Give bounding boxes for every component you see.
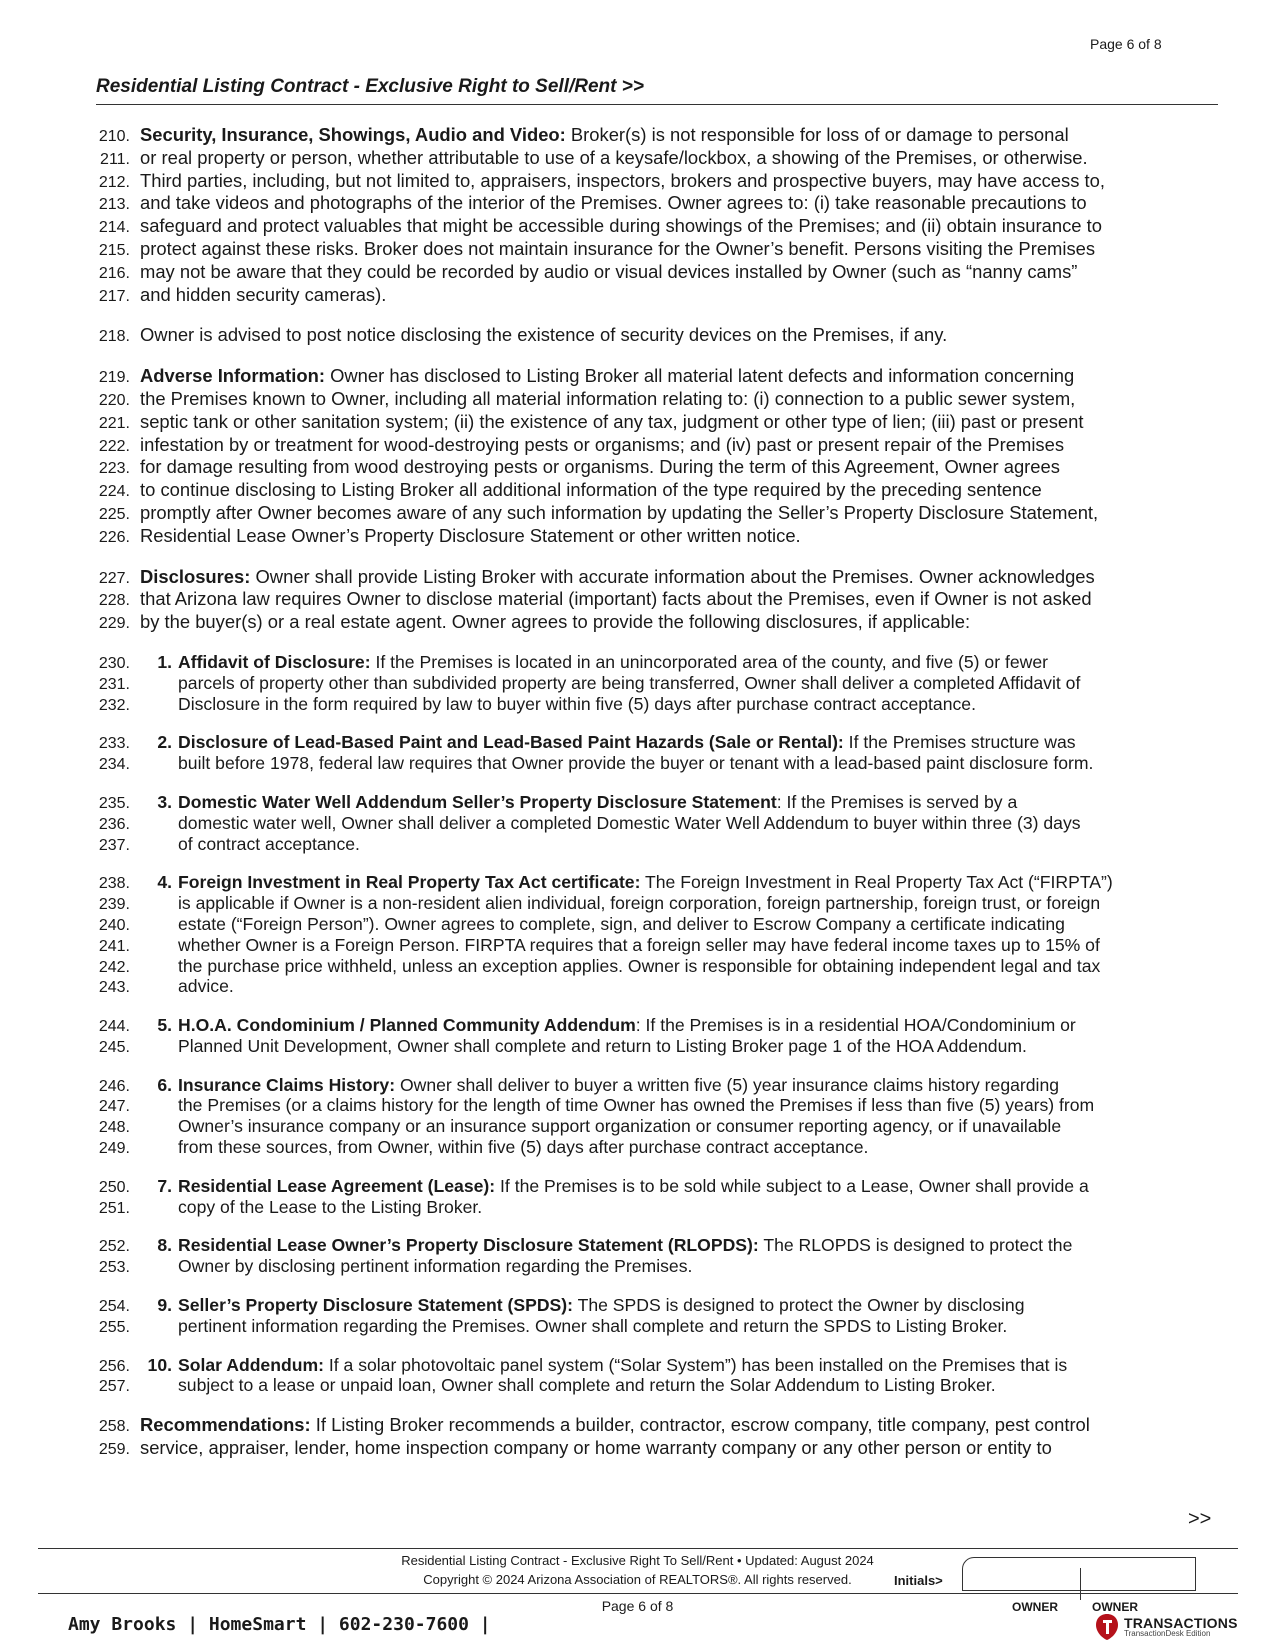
body-text: from these sources, from Owner, within five (5) days after purchase contract acceptance. [178,1137,869,1158]
line-text [140,956,1230,977]
contract-line [80,502,1230,525]
body-text: protect against these risks. Broker does not maintain insurance for the Owner’s benefit. Persons visiting the Premises [140,237,1096,259]
line-number: 249. [98,1140,130,1158]
line-number: 212. [98,173,130,191]
contract-line [80,1116,1230,1137]
line-number: 259. [98,1441,130,1459]
body-text: The Foreign Investment in Real Property Tax Act (“FIRPTA”) [640,872,1113,893]
line-number: 254. [98,1298,130,1316]
contract-line [80,324,1230,347]
item-number: 9. [157,1295,172,1316]
contract-line [80,652,1230,673]
line-number: 229. [98,615,130,633]
body-text: : If the Premises is served by a [776,791,1018,812]
contract-line [80,365,1230,388]
line-text [140,893,1230,914]
contract-line [80,935,1230,956]
contract-line [80,124,1230,147]
footer-copyright: Copyright © 2024 Arizona Association of REALTORS®. All rights reserved. [423,1572,852,1587]
line-number: 251. [98,1199,130,1217]
agent-contact-line: Amy Brooks | HomeSmart | 602-230-7600 | [68,1614,491,1635]
line-number: 228. [98,592,130,610]
contract-line [80,192,1230,215]
paragraph-gap [80,548,1230,566]
line-text [140,1235,1230,1256]
line-text [140,652,1230,673]
line-number: 255. [98,1318,130,1336]
footer-divider-top [38,1548,1238,1549]
paragraph-gap [80,306,1230,324]
line-number: 247. [98,1098,130,1116]
contract-line [80,976,1230,997]
line-number: 240. [98,916,130,934]
line-number: 218. [98,328,130,346]
body-text: Disclosure in the form required by law to buyer within five (5) days after purchase contract acceptance. [178,693,976,714]
line-number: 222. [98,437,130,455]
contract-line [80,694,1230,715]
body-text: and hidden security cameras). [140,283,387,305]
body-text: Planned Unit Development, Owner shall complete and return to Listing Broker page 1 of the HOA Addendum. [178,1035,1027,1056]
line-number: 219. [98,369,130,387]
line-number: 242. [98,958,130,976]
line-number: 234. [98,756,130,774]
paragraph-gap [80,854,1230,872]
line-text [140,1137,1230,1158]
line-text [140,1197,1230,1218]
contract-line [80,261,1230,284]
contract-line [80,170,1230,193]
section-heading: Residential Lease Owner’s Property Disclosure Statement (RLOPDS): [178,1235,759,1256]
body-text: subject to a lease or unpaid loan, Owner shall complete and return the Solar Addendum to Listing Broker. [178,1375,996,1396]
contract-line [80,732,1230,753]
section-heading: Foreign Investment in Real Property Tax Act certificate: [178,872,641,893]
contract-line [80,1015,1230,1036]
contract-line [80,588,1230,611]
contract-line [80,411,1230,434]
line-text [140,388,1230,410]
body-text: If the Premises is to be sold while subject to a Lease, Owner shall provide a [495,1175,1089,1196]
paragraph-gap [80,1217,1230,1235]
body-text: Residential Lease Owner’s Property Disclosure Statement or other written notice. [140,524,801,546]
contract-line [80,1095,1230,1116]
paragraph-gap [80,1396,1230,1414]
body-text: septic tank or other sanitation system; (ii) the existence of any tax, judgment or other type of lien; (iii) past or present [140,410,1084,432]
item-number: 10. [147,1354,172,1375]
body-text: Owner is advised to post notice disclosing the existence of security devices on the Premises, if any. [140,324,948,346]
section-heading: Adverse Information: [140,365,325,387]
line-number: 256. [98,1357,130,1375]
body-text: parcels of property other than subdivided property are being transferred, Owner shall deliver a completed Affidavit of [178,672,1081,693]
line-number: 225. [98,505,130,523]
line-text [140,261,1230,283]
line-text [140,324,1230,346]
line-number: 237. [98,836,130,854]
body-text: If the Premises structure was [843,732,1076,753]
line-number: 213. [98,196,130,214]
item-number: 8. [157,1235,172,1256]
body-text: The RLOPDS is designed to protect the [758,1235,1073,1256]
contract-line [80,1295,1230,1316]
body-text: of contract acceptance. [178,833,360,854]
line-text [140,566,1230,588]
line-number: 220. [98,391,130,409]
body-text: safeguard and protect valuables that might be accessible during showings of the Premises; and (ii) obtain insurance to [140,215,1102,237]
line-number: 239. [98,896,130,914]
line-number: 215. [98,241,130,259]
line-number: 253. [98,1259,130,1277]
line-number: 221. [98,414,130,432]
line-number: 250. [98,1178,130,1196]
line-text [140,914,1230,935]
contract-line [80,893,1230,914]
line-text [140,872,1230,893]
line-text [140,611,1230,633]
item-number: 1. [157,651,172,672]
contract-line [80,1176,1230,1197]
item-number: 7. [157,1175,172,1196]
contract-line [80,215,1230,238]
line-text [140,792,1230,813]
line-number: 236. [98,815,130,833]
line-text [140,1095,1230,1116]
line-text [140,732,1230,753]
paragraph-gap [80,997,1230,1015]
body-text: copy of the Lease to the Listing Broker. [178,1196,483,1217]
contract-body [80,124,1230,1460]
footer-form-title: Residential Listing Contract - Exclusive Right To Sell/Rent • Updated: August 2024 [401,1553,874,1568]
line-text [140,434,1230,456]
line-text [140,1015,1230,1036]
line-number: 226. [98,528,130,546]
body-text: to continue disclosing to Listing Broker all additional information of the type required by the preceding sentence [140,479,1042,501]
line-number: 241. [98,937,130,955]
body-text: If Listing Broker recommends a builder, contractor, escrow company, title company, pest control [310,1414,1090,1436]
body-text: the purchase price withheld, unless an exception applies. Owner is responsible for obtaining independent legal and tax [178,955,1101,976]
contract-line [80,1437,1230,1460]
line-number: 210. [98,128,130,145]
line-number: 227. [98,569,130,587]
section-heading: Disclosures: [140,565,251,587]
line-text [140,834,1230,855]
line-text [140,976,1230,997]
body-text: and take videos and photographs of the interior of the Premises. Owner agrees to: (i) take reasonable precautions to [140,192,1087,214]
paragraph-gap [80,347,1230,365]
contract-line [80,434,1230,457]
line-text [140,1295,1230,1316]
transactions-logo-icon [1094,1612,1120,1642]
body-text: by the buyer(s) or a real estate agent. Owner agrees to provide the following disclosures, if applicable: [140,611,971,633]
line-text [140,1116,1230,1137]
item-number: 2. [157,732,172,753]
brand-name: TRANSACTIONS [1124,1615,1238,1631]
line-number: 238. [98,875,130,893]
transactions-brand [1094,1612,1238,1642]
contract-line [80,479,1230,502]
line-text [140,694,1230,715]
contract-line [80,1075,1230,1096]
contract-line [80,1375,1230,1396]
line-text [140,456,1230,478]
body-text: Owner has disclosed to Listing Broker all material latent defects and information concerning [324,365,1075,387]
paragraph-gap [80,1158,1230,1176]
line-number: 223. [98,460,130,478]
section-heading: Insurance Claims History: [178,1074,396,1095]
contract-line [80,1137,1230,1158]
initials-box[interactable] [962,1557,1196,1591]
line-number: 233. [98,735,130,753]
contract-line [80,1036,1230,1057]
line-text [140,1437,1230,1459]
contract-line [80,1256,1230,1277]
item-number: 5. [157,1015,172,1036]
line-text [140,124,1230,146]
line-number: 216. [98,264,130,282]
owner-initials-label-2: OWNER [1092,1600,1138,1614]
line-text [140,479,1230,501]
section-heading: Seller’s Property Disclosure Statement (SPDS): [178,1295,574,1316]
document-title: Residential Listing Contract - Exclusive Right to Sell/Rent >> [96,76,644,97]
line-number: 217. [98,287,130,305]
line-number: 211. [100,150,130,168]
contract-line [80,872,1230,893]
body-text: Broker(s) is not responsible for loss of or damage to personal [565,124,1069,145]
line-text [140,673,1230,694]
item-number: 6. [157,1074,172,1095]
section-heading: Disclosure of Lead-Based Paint and Lead-Based Paint Hazards (Sale or Rental): [178,732,844,753]
line-text [140,1176,1230,1197]
paragraph-gap [80,1277,1230,1295]
body-text: Owner’s insurance company or an insurance support organization or consumer reporting agency, or if unavailable [178,1116,1062,1137]
section-heading: Residential Lease Agreement (Lease): [178,1175,496,1196]
line-text [140,1316,1230,1337]
line-text [140,1375,1230,1396]
line-number: 235. [98,794,130,812]
line-number: 257. [98,1378,130,1396]
brand-subtitle: TransactionDesk Edition [1124,1629,1211,1638]
line-text [140,170,1230,192]
item-number: 4. [157,872,172,893]
body-text: domestic water well, Owner shall deliver a completed Domestic Water Well Addendum to buyer within three (3) days [178,812,1081,833]
body-text: The SPDS is designed to protect the Owner by disclosing [573,1295,1025,1316]
section-heading: Affidavit of Disclosure: [178,651,371,672]
contract-line [80,1316,1230,1337]
line-text [140,813,1230,834]
line-text [140,365,1230,387]
contract-line [80,388,1230,411]
page-number-top: Page 6 of 8 [1090,36,1162,52]
line-text [140,588,1230,610]
body-text: whether Owner is a Foreign Person. FIRPTA requires that a foreign seller may have federal income taxes up to 15% of [178,934,1100,955]
item-number: 3. [157,791,172,812]
body-text: the Premises known to Owner, including all material information relating to: (i) connection to a public sewer system, [140,387,1076,409]
paragraph-gap [80,634,1230,652]
contract-line [80,147,1230,170]
body-text: may not be aware that they could be recorded by audio or visual devices installed by Owner (such as “nanny cams” [140,260,1078,282]
contract-line [80,914,1230,935]
line-number: 244. [98,1018,130,1036]
contract-line [80,1197,1230,1218]
contract-line [80,753,1230,774]
body-text: If a solar photovoltaic panel system (“Solar System”) has been installed on the Premises that is [323,1354,1068,1375]
line-text [140,192,1230,214]
contract-line [80,834,1230,855]
owner-initials-label-1: OWNER [1012,1600,1058,1614]
body-text: pertinent information regarding the Premises. Owner shall complete and return the SPDS to Listing Broker. [178,1315,1008,1336]
line-number: 224. [98,483,130,501]
body-text: service, appraiser, lender, home inspection company or home warranty company or any other person or entity to [140,1437,1052,1459]
paragraph-gap [80,1057,1230,1075]
contract-line [80,813,1230,834]
title-divider [96,104,1218,105]
contract-line [80,1235,1230,1256]
body-text: Owner by disclosing pertinent information regarding the Premises. [178,1256,693,1277]
line-text [140,1036,1230,1057]
line-text [140,502,1230,524]
line-text [140,147,1230,169]
contract-line [80,284,1230,307]
line-text [140,411,1230,433]
page-number-bottom: Page 6 of 8 [601,1598,674,1614]
paragraph-gap [80,1337,1230,1355]
body-text: that Arizona law requires Owner to disclose material (important) facts about the Premises, even if Owner is not asked [140,588,1092,610]
body-text: built before 1978, federal law requires that Owner provide the buyer or tenant with a lead-based paint disclosure form. [178,753,1094,774]
line-number: 243. [98,979,130,997]
line-number: 248. [98,1119,130,1137]
body-text: promptly after Owner becomes aware of any such information by updating the Seller’s Property Disclosure Statement, [140,501,1099,523]
line-number: 232. [98,696,130,714]
body-text: the Premises (or a claims history for the length of time Owner has owned the Premises if less than five (5) years) from [178,1095,1095,1116]
initials-label: Initials> [894,1573,943,1588]
contract-line [80,525,1230,548]
body-text: Third parties, including, but not limited to, appraisers, inspectors, brokers and prospective buyers, may have access to, [140,169,1105,191]
section-heading: Domestic Water Well Addendum Seller’s Property Disclosure Statement [178,791,777,812]
contract-line [80,238,1230,261]
section-heading: Solar Addendum: [178,1354,324,1375]
footer-divider-bottom [38,1593,1238,1594]
body-text: Owner shall provide Listing Broker with accurate information about the Premises. Owner acknowledges [250,565,1095,587]
line-text [140,238,1230,260]
line-text [140,215,1230,237]
line-number: 252. [98,1238,130,1256]
body-text: infestation by or treatment for wood-destroying pests or organisms; and (iv) past or present repair of the Premises [140,433,1065,455]
line-text [140,1414,1230,1436]
section-heading: Security, Insurance, Showings, Audio and Video: [140,124,566,145]
contract-line [80,673,1230,694]
contract-line [80,566,1230,589]
body-text: If the Premises is located in an unincorporated area of the county, and five (5) or fewer [370,651,1048,672]
initials-divider [1080,1568,1081,1600]
contract-line [80,792,1230,813]
line-number: 214. [98,219,130,237]
contract-line [80,956,1230,977]
section-heading: H.O.A. Condominium / Planned Community Addendum [178,1015,636,1036]
contract-line [80,456,1230,479]
line-number: 230. [98,654,130,672]
line-number: 246. [98,1077,130,1095]
body-text: or real property or person, whether attributable to use of a keysafe/lockbox, a showing of the Premises, or otherwise. [140,146,1088,168]
continue-marker: >> [1188,1508,1212,1530]
body-text: estate (“Foreign Person”). Owner agrees to complete, sign, and deliver to Escrow Company a certificate indicating [178,913,1065,934]
line-text [140,284,1230,306]
line-number: 245. [98,1038,130,1056]
contract-line [80,1414,1230,1437]
line-text [140,1256,1230,1277]
body-text: is applicable if Owner is a non-resident alien individual, foreign corporation, foreign partnership, foreign trust, or foreign [178,893,1101,914]
paragraph-gap [80,714,1230,732]
body-text: : If the Premises is in a residential HOA/Condominium or [635,1015,1076,1036]
line-text [140,753,1230,774]
contract-line [80,1355,1230,1376]
body-text: for damage resulting from wood destroying pests or organisms. During the term of this Agreement, Owner agrees [140,456,1060,478]
line-number: 258. [98,1418,130,1436]
line-number: 231. [98,675,130,693]
line-text [140,935,1230,956]
body-text: advice. [178,976,234,997]
line-text [140,525,1230,547]
body-text: Owner shall deliver to buyer a written five (5) year insurance claims history regarding [395,1074,1060,1095]
line-text [140,1075,1230,1096]
contract-line [80,611,1230,634]
section-heading: Recommendations: [140,1414,311,1436]
paragraph-gap [80,774,1230,792]
line-text [140,1355,1230,1376]
